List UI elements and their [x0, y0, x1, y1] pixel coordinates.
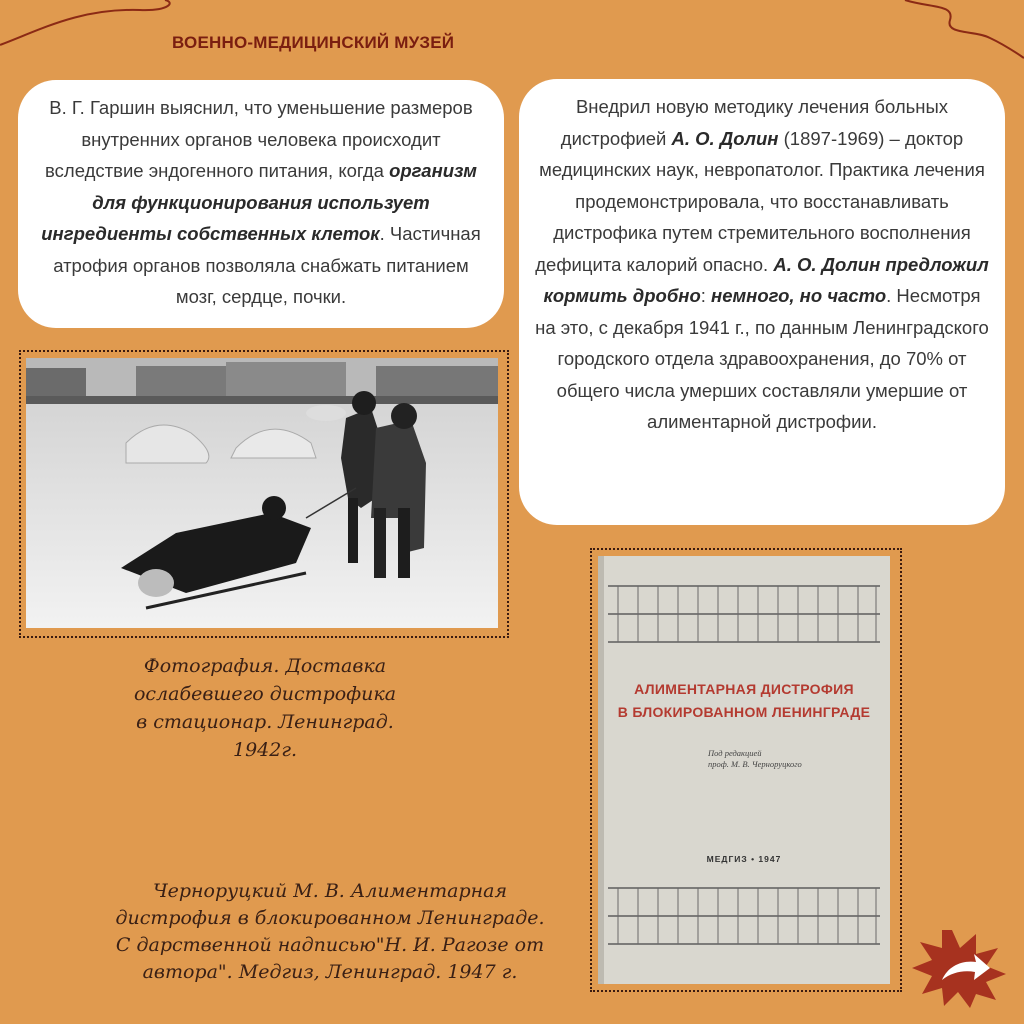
arrow-right-icon — [912, 928, 1006, 1008]
book-caption — [70, 878, 590, 986]
book-caption-line2: дистрофия в блокированном Ленинграде. — [115, 907, 545, 929]
next-page-button[interactable] — [912, 928, 1006, 1008]
dolin-method: немного, но часто — [711, 285, 887, 306]
book-title-line2: В БЛОКИРОВАННОМ ЛЕНИНГРАДЕ — [617, 704, 871, 720]
dolin-text-card — [519, 79, 1005, 525]
garshin-text-card — [18, 80, 504, 328]
blockade-sled-photo — [26, 358, 498, 628]
photo-caption-line3: в стационар. Ленинград. — [136, 711, 394, 733]
dolin-proposal: А. О. Долин предложил кормить дробно — [543, 253, 989, 306]
book-publisher: МЕДГИЗ • 1947 — [706, 854, 782, 864]
dolin-text-part2: (1897-1969) – доктор медицинских наук, невропатолог. Практика лечения продемонстрировала, что восстанавливать дистрофика путем стремительного восполнения дефицита калорий опасно. — [535, 127, 985, 275]
photo-caption-line4: 1942г. — [233, 739, 297, 761]
book-title-line1: АЛИМЕНТАРНАЯ ДИСТРОФИЯ — [634, 681, 854, 697]
dolin-text-part3: : — [700, 285, 712, 306]
book-caption-line1: Черноруцкий М. В. Алиментарная — [152, 880, 508, 902]
dolin-text-part4: . Несмотря на это, с декабря 1941 г., по данным Ленинградского городского отдела здравоохранения, до 70% от общего числа умерших составляли умершие от алиментарной дистрофии. — [535, 285, 989, 432]
photo-caption-line1: Фотография. Доставка — [143, 655, 387, 677]
dolin-name: А. О. Долин — [671, 127, 779, 149]
garshin-text-part1: В. Г. Гаршин выяснил, что уменьшение размеров внутренних органов человека происходит вследствие эндогенного питания, когда — [45, 97, 473, 181]
photo-caption — [100, 652, 430, 764]
book-editor-line1: Под редакцией — [708, 748, 762, 758]
garshin-text-part2: . Частичная атрофия органов позволяла снабжать питанием мозг, сердце, почки. — [53, 223, 481, 307]
photo-caption-line2: ослабевшего дистрофика — [133, 683, 397, 705]
garshin-text-emphasis: организм для функционирования использует ингредиенты собственных клеток — [41, 160, 477, 244]
book-editor-line2: проф. М. В. Черноруцкого — [708, 759, 802, 769]
decorative-curves — [0, 0, 1024, 80]
book-caption-line3: С дарственной надписью"Н. И. Рагозе от — [115, 934, 545, 956]
book-caption-line4: автора". Медгиз, Ленинград. 1947 г. — [142, 961, 518, 983]
dolin-text-part1: Внедрил новую методику лечения больных дистрофией — [560, 96, 949, 149]
museum-title: ВОЕННО-МЕДИЦИНСКИЙ МУЗЕЙ — [172, 33, 455, 52]
book-cover-image — [598, 556, 890, 984]
